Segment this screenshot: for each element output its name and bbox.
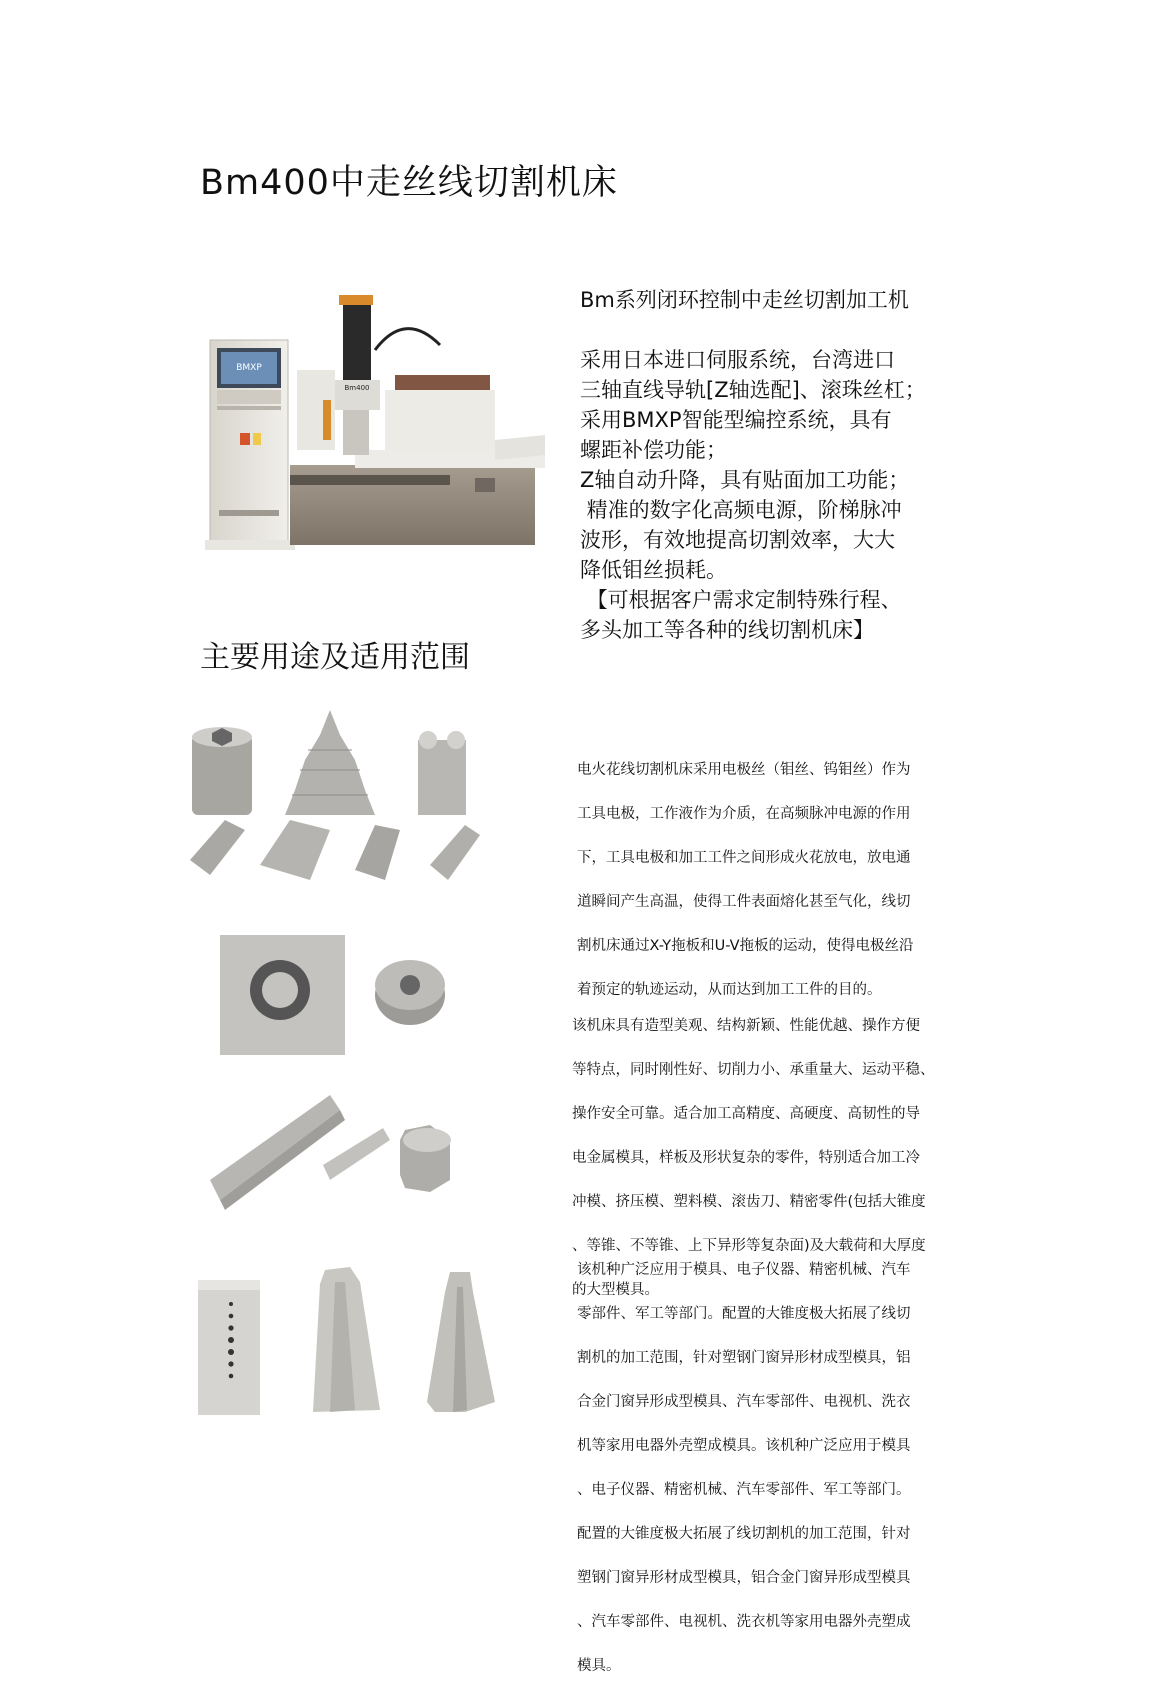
description-line: 、等锥、不等锥、上下异形等复杂面)及大载荷和大厚度 <box>572 1238 926 1254</box>
description-line: 电火花线切割机床采用电极丝（钼丝、钨钼丝）作为 <box>577 762 911 778</box>
intro-line: 波形，有效地提高切割效率，大大 <box>580 528 895 552</box>
parts-image-3 <box>195 1262 505 1422</box>
description-line: 塑钢门窗异形材成型模具，铝合金门窗异形成型模具 <box>577 1570 911 1586</box>
description-line: 该机种广泛应用于模具、电子仪器、精密机械、汽车 <box>577 1262 911 1278</box>
page-title: Bm400中走丝线切割机床 <box>200 163 618 203</box>
intro-line: 三轴直线导轨[Z轴选配]、滚珠丝杠； <box>580 378 926 402</box>
description-3 <box>577 1237 987 1699</box>
parts-image-2 <box>205 930 465 1220</box>
description-line: 操作安全可靠。适合加工高精度、高硬度、高韧性的导 <box>572 1106 920 1122</box>
machine-image <box>205 290 550 555</box>
description-line: 、汽车零部件、电视机、洗衣机等家用电器外壳塑成 <box>577 1614 911 1630</box>
description-line: 合金门窗异形成型模具、汽车零部件、电视机、洗衣 <box>577 1394 911 1410</box>
description-line: 的大型模具。 <box>572 1282 659 1298</box>
description-line: 割机床通过X-Y拖板和U-V拖板的运动，使得电极丝沿 <box>577 938 914 954</box>
intro-line: 精准的数字化高频电源，阶梯脉冲 <box>580 498 902 522</box>
description-line: 工具电极，工作液作为介质，在高频脉冲电源的作用 <box>577 806 911 822</box>
description-line: 零部件、军工等部门。配置的大锥度极大拓展了线切 <box>577 1306 911 1322</box>
description-line: 该机床具有造型美观、结构新颖、性能优越、操作方便 <box>572 1018 920 1034</box>
description-line: 电金属模具，样板及形状复杂的零件，特别适合加工冷 <box>572 1150 920 1166</box>
intro-line: 多头加工等各种的线切割机床】 <box>580 618 874 642</box>
intro-heading: Bm系列闭环控制中走丝切割加工机 <box>580 288 909 312</box>
intro-line: 采用日本进口伺服系统，台湾进口 <box>580 348 895 372</box>
description-line: 道瞬间产生高温，使得工件表面熔化甚至气化，线切 <box>577 894 911 910</box>
brand-screen-text: BMXP <box>236 363 262 373</box>
intro-line: 采用BMXP智能型编控系统，具有 <box>580 408 892 432</box>
description-line: 割机的加工范围，针对塑钢门窗异形材成型模具，铝 <box>577 1350 911 1366</box>
section-title: 主要用途及适用范围 <box>200 640 470 675</box>
parts-image-1 <box>180 700 500 900</box>
model-plate-text: Bm400 <box>344 384 370 392</box>
intro-line: 螺距补偿功能； <box>580 438 727 462</box>
description-line: 冲模、挤压模、塑料模、滚齿刀、精密零件(包括大锥度 <box>572 1194 926 1210</box>
intro-line: 降低钼丝损耗。 <box>580 558 727 582</box>
intro-line: Z轴自动升降，具有贴面加工功能； <box>580 468 910 492</box>
description-line: 、电子仪器、精密机械、汽车零部件、军工等部门。 <box>577 1482 911 1498</box>
description-line: 模具。 <box>577 1658 621 1674</box>
description-line: 下，工具电极和加工工件之间形成火花放电，放电通 <box>577 850 911 866</box>
intro-block <box>580 285 970 645</box>
description-line: 着预定的轨迹运动，从而达到加工工件的目的。 <box>577 982 882 998</box>
description-line: 配置的大锥度极大拓展了线切割机的加工范围，针对 <box>577 1526 911 1542</box>
description-1 <box>577 737 987 1023</box>
intro-line: 【可根据客户需求定制特殊行程、 <box>580 588 902 612</box>
description-line: 等特点，同时刚性好、切削力小、承重量大、运动平稳、 <box>572 1062 935 1078</box>
description-line: 机等家用电器外壳塑成模具。该机种广泛应用于模具 <box>577 1438 911 1454</box>
